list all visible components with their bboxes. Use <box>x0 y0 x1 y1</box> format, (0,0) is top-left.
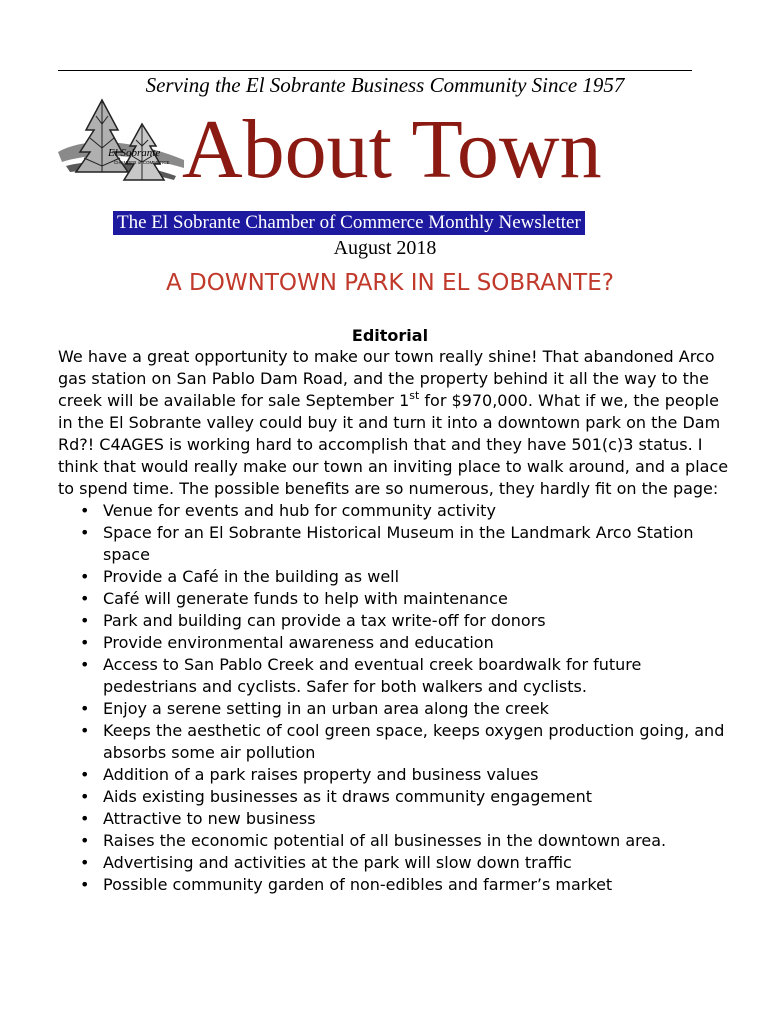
list-item-text: Keeps the aesthetic of cool green space, keeps oxygen production going, and absorbs some air pollution <box>103 721 725 762</box>
list-item <box>58 808 738 830</box>
list-item <box>58 522 738 566</box>
bullet-icon: • <box>80 633 90 652</box>
list-item <box>58 786 738 808</box>
list-item <box>58 654 738 698</box>
bullet-icon: • <box>80 523 90 542</box>
list-item <box>58 500 738 522</box>
list-item-text: Provide a Café in the building as well <box>103 567 400 586</box>
intro-text-part-1: We have a great opportunity to make our town really shine! That abandoned Arco gas station on San Pablo Dam Road, and the property behind it all the way to the creek will be available for sale September 1 <box>58 347 715 410</box>
tree-mountain-logo-icon <box>56 96 186 192</box>
bullet-icon: • <box>80 787 90 806</box>
list-item-text: Provide environmental awareness and education <box>103 633 494 652</box>
bullet-icon: • <box>80 875 90 894</box>
benefits-list <box>58 500 738 896</box>
bullet-icon: • <box>80 589 90 608</box>
intro-text-part-2: for $970,000. What if we, the people in the El Sobrante valley could buy it and turn it into a downtown park on the Dam Rd?! C4AGES is working hard to accomplish that and they have 501(c)3 status. I think that would really make our town an inviting place to walk around, and a place to spend time. The possible benefits are so numerous, they hardly fit on the page: <box>58 391 729 498</box>
list-item-text: Access to San Pablo Creek and eventual creek boardwalk for future pedestrians and cyclists. Safer for both walkers and cyclists. <box>103 655 642 696</box>
list-item-text: Aids existing businesses as it draws community engagement <box>103 787 593 806</box>
bullet-icon: • <box>80 611 90 630</box>
list-item <box>58 874 738 896</box>
list-item-text: Enjoy a serene setting in an urban area along the creek <box>103 699 549 718</box>
list-item <box>58 566 738 588</box>
intro-paragraph <box>58 346 738 500</box>
list-item <box>58 830 738 852</box>
bullet-icon: • <box>80 809 90 828</box>
list-item-text: Venue for events and hub for community activity <box>103 501 496 520</box>
svg-text:CHAMBER of COMMERCE: CHAMBER of COMMERCE <box>114 160 170 165</box>
list-item-text: Park and building can provide a tax write-off for donors <box>103 611 546 630</box>
bullet-icon: • <box>80 853 90 872</box>
bullet-icon: • <box>80 699 90 718</box>
list-item <box>58 588 738 610</box>
bullet-icon: • <box>80 501 90 520</box>
list-item <box>58 698 738 720</box>
article-headline: A DOWNTOWN PARK IN EL SOBRANTE? <box>166 270 614 296</box>
list-item-text: Possible community garden of non-edibles and farmer’s market <box>103 875 613 894</box>
bullet-icon: • <box>80 721 90 740</box>
list-item <box>58 610 738 632</box>
newsletter-title: About Town <box>182 103 602 196</box>
list-item-text: Space for an El Sobrante Historical Museum in the Landmark Arco Station space <box>103 523 694 564</box>
list-item <box>58 852 738 874</box>
list-item-text: Café will generate funds to help with maintenance <box>103 589 508 608</box>
bullet-icon: • <box>80 831 90 850</box>
list-item-text: Attractive to new business <box>103 809 316 828</box>
bullet-icon: • <box>80 567 90 586</box>
newsletter-subtitle: The El Sobrante Chamber of Commerce Monthly Newsletter <box>113 211 585 235</box>
tagline: Serving the El Sobrante Business Community Since 1957 <box>145 73 625 97</box>
intro-superscript: st <box>409 389 420 402</box>
bullet-icon: • <box>80 655 90 674</box>
svg-text:El Sobrante: El Sobrante <box>108 147 161 159</box>
bullet-icon: • <box>80 765 90 784</box>
section-label: Editorial <box>351 326 429 345</box>
chamber-logo <box>56 96 186 192</box>
list-item-text: Advertising and activities at the park will slow down traffic <box>103 853 572 872</box>
list-item <box>58 764 738 786</box>
issue-date: August 2018 <box>333 237 437 259</box>
list-item-text: Addition of a park raises property and business values <box>103 765 539 784</box>
header-rule <box>58 70 692 71</box>
list-item <box>58 632 738 654</box>
article-body <box>58 346 738 896</box>
list-item-text: Raises the economic potential of all businesses in the downtown area. <box>103 831 667 850</box>
list-item <box>58 720 738 764</box>
